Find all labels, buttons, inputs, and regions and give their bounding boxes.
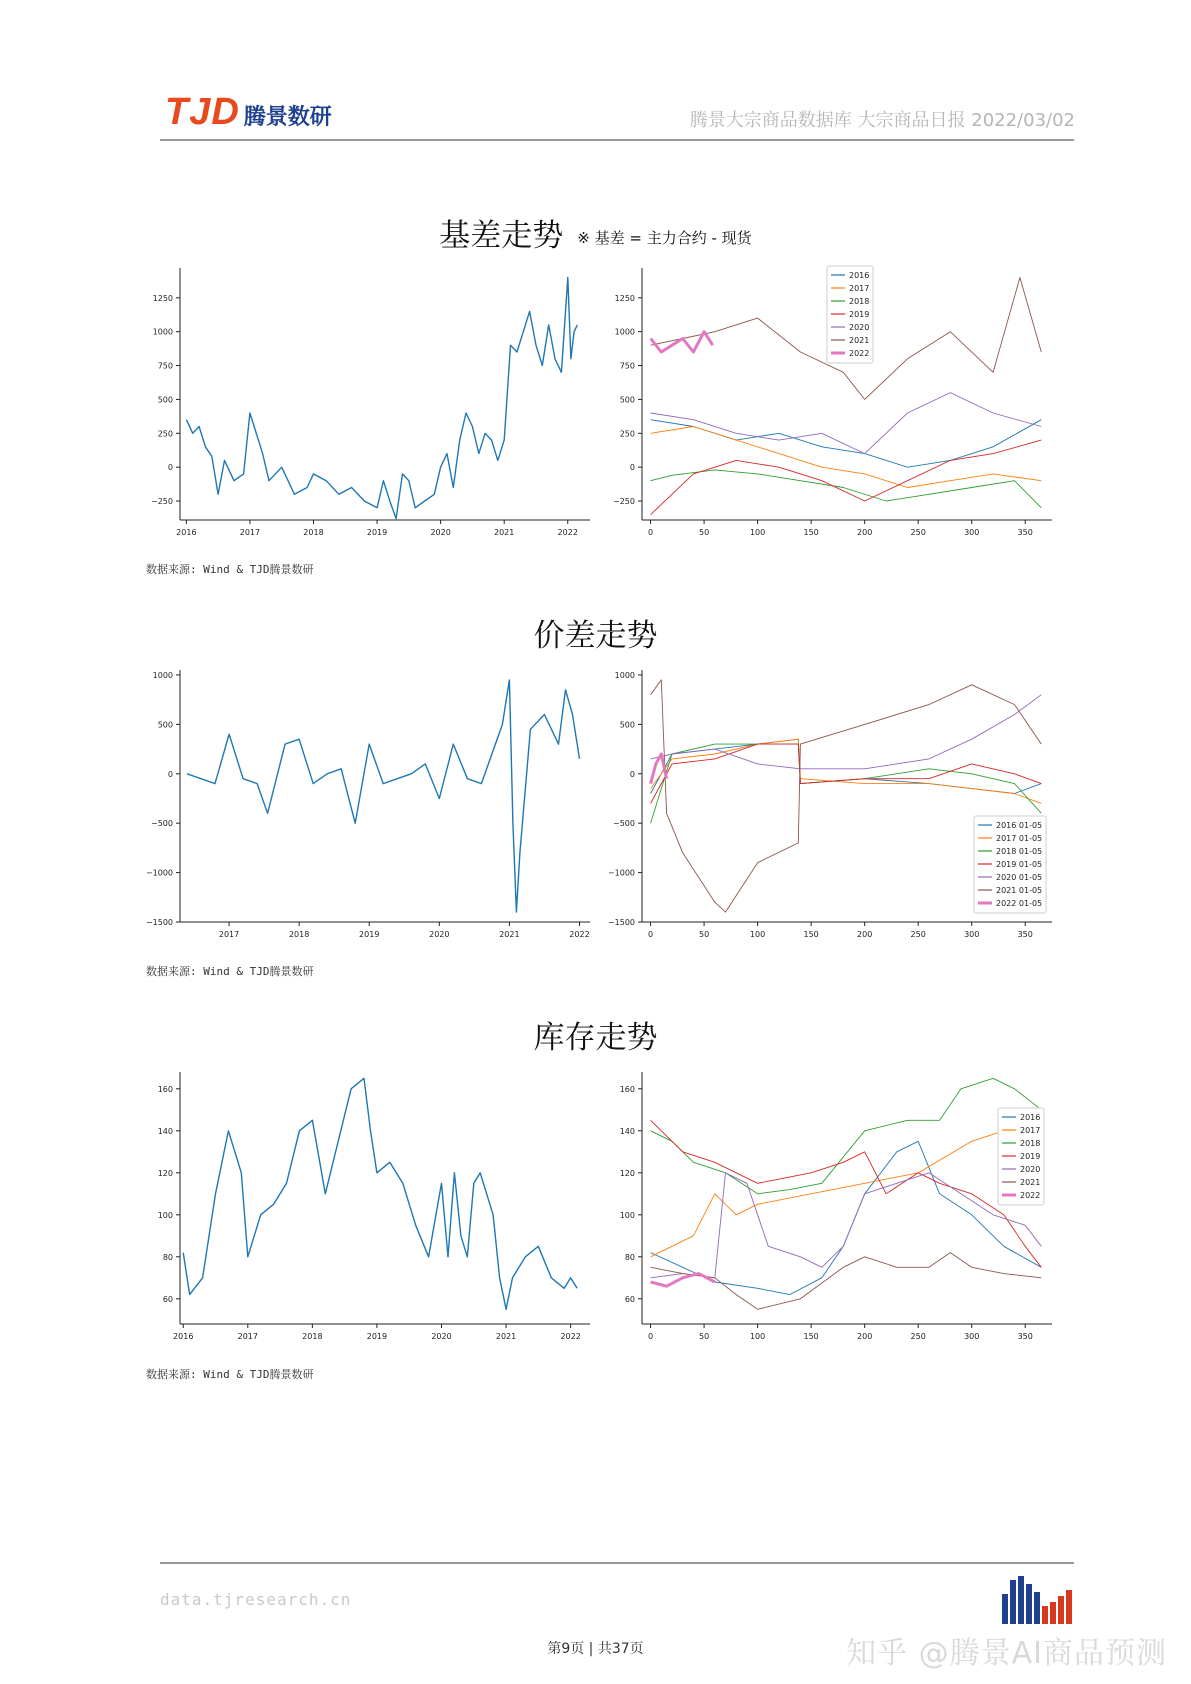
y-tick-label: 60 bbox=[624, 1294, 635, 1304]
y-tick-label: 1000 bbox=[614, 327, 635, 337]
logo-bar bbox=[1042, 1606, 1048, 1624]
legend-entry: 2017 01-05 bbox=[996, 834, 1043, 843]
x-tick-label: 2020 bbox=[430, 528, 451, 537]
logo-bar bbox=[1018, 1576, 1024, 1624]
section-title-spread bbox=[0, 610, 1191, 655]
legend-entry: 2020 01-05 bbox=[996, 873, 1043, 882]
x-tick-label: 100 bbox=[749, 930, 766, 939]
x-tick-label: 150 bbox=[803, 528, 819, 537]
y-tick-label: 1250 bbox=[152, 293, 173, 303]
x-tick-label: 2022 bbox=[569, 930, 590, 939]
y-tick-label: −1500 bbox=[145, 918, 173, 927]
y-tick-label: −500 bbox=[613, 819, 635, 829]
series-line-2016 bbox=[651, 420, 1042, 468]
legend-entry: 2021 bbox=[849, 336, 870, 345]
legend-entry: 2021 bbox=[1020, 1178, 1041, 1187]
y-tick-label: 140 bbox=[619, 1126, 635, 1136]
y-tick-label: 1250 bbox=[614, 293, 635, 303]
x-tick-label: 50 bbox=[698, 1332, 710, 1341]
x-tick-label: 2021 bbox=[495, 1332, 517, 1341]
x-tick-label: 150 bbox=[803, 1332, 819, 1341]
y-tick-label: 120 bbox=[157, 1168, 173, 1178]
inventory-history-chart bbox=[140, 1062, 600, 1362]
inventory-seasonal-chart bbox=[602, 1062, 1062, 1362]
series-line-2016 bbox=[651, 1141, 1042, 1294]
y-tick-label: 500 bbox=[619, 720, 635, 730]
legend-entry: 2020 bbox=[849, 323, 870, 332]
x-tick-label: 0 bbox=[648, 528, 654, 537]
y-tick-label: 1000 bbox=[614, 670, 635, 680]
x-tick-label: 2022 bbox=[560, 1332, 581, 1341]
y-tick-label: 100 bbox=[157, 1210, 173, 1220]
y-tick-label: 500 bbox=[157, 720, 173, 730]
y-tick-label: 120 bbox=[619, 1168, 635, 1178]
legend-entry: 2016 bbox=[849, 271, 870, 280]
x-tick-label: 50 bbox=[698, 930, 710, 939]
y-tick-label: 750 bbox=[157, 361, 173, 371]
y-tick-label: 160 bbox=[157, 1084, 173, 1094]
x-tick-label: 50 bbox=[698, 528, 710, 537]
y-tick-label: 1000 bbox=[152, 327, 173, 337]
spread-seasonal-chart bbox=[602, 660, 1062, 960]
y-tick-label: −1000 bbox=[145, 868, 173, 878]
series-line-2017 bbox=[651, 1120, 1042, 1257]
section-title-text: 基差走势 bbox=[439, 218, 564, 254]
logo-bar bbox=[1050, 1602, 1056, 1624]
legend-entry: 2018 bbox=[1020, 1139, 1041, 1148]
y-tick-label: −250 bbox=[613, 497, 635, 507]
y-tick-label: 80 bbox=[162, 1252, 173, 1262]
legend-entry: 2019 bbox=[1020, 1152, 1041, 1161]
y-tick-label: −250 bbox=[151, 497, 173, 507]
section-title-text: 价差走势 bbox=[533, 618, 658, 654]
y-tick-label: 80 bbox=[624, 1252, 635, 1262]
series-line-2022 bbox=[651, 1274, 715, 1287]
footer-url[interactable]: data.tjresearch.cn bbox=[160, 1590, 352, 1609]
x-tick-label: 200 bbox=[857, 1332, 873, 1341]
x-tick-label: 200 bbox=[857, 930, 873, 939]
y-tick-label: 60 bbox=[162, 1294, 173, 1304]
legend-entry: 2020 bbox=[1020, 1165, 1041, 1174]
series-line-2017-01-05 bbox=[651, 739, 1042, 803]
y-tick-label: 500 bbox=[157, 395, 173, 405]
x-tick-label: 250 bbox=[910, 528, 926, 537]
logo-bar bbox=[1058, 1596, 1064, 1624]
y-tick-label: −500 bbox=[151, 819, 173, 829]
legend-entry: 2018 bbox=[849, 297, 870, 306]
section-title-inventory bbox=[0, 1012, 1191, 1057]
series-line-2019 bbox=[651, 440, 1042, 514]
y-tick-label: 0 bbox=[629, 463, 635, 473]
x-tick-label: 2018 bbox=[302, 1332, 323, 1341]
section-title-basis bbox=[0, 210, 1191, 255]
x-tick-label: 2021 bbox=[499, 930, 520, 939]
x-tick-label: 100 bbox=[749, 528, 766, 537]
x-tick-label: 2016 bbox=[173, 1332, 194, 1341]
y-tick-label: 250 bbox=[619, 429, 635, 439]
section-title-text: 库存走势 bbox=[533, 1020, 658, 1056]
x-tick-label: 0 bbox=[648, 1332, 654, 1341]
series-line-2017 bbox=[651, 427, 1042, 488]
logo-mark: TJD bbox=[165, 90, 240, 133]
x-tick-label: 350 bbox=[1017, 1332, 1033, 1341]
x-tick-label: 2019 bbox=[359, 930, 380, 939]
x-tick-label: 150 bbox=[803, 930, 819, 939]
x-tick-label: 2017 bbox=[239, 528, 261, 537]
legend-entry: 2022 bbox=[1020, 1191, 1041, 1200]
x-tick-label: 2020 bbox=[429, 930, 450, 939]
logo-name: 腾景数研 bbox=[243, 104, 332, 130]
y-tick-label: 1000 bbox=[152, 670, 173, 680]
bar-chart-logo-icon bbox=[1002, 1572, 1074, 1624]
x-tick-label: 300 bbox=[964, 930, 980, 939]
basis-formula-note: ※ 基差 = 主力合约 - 现货 bbox=[577, 229, 752, 247]
series-line-2020-01-05 bbox=[651, 695, 1042, 769]
legend-entry: 2019 01-05 bbox=[996, 860, 1043, 869]
logo-bar bbox=[1002, 1594, 1008, 1624]
legend-entry: 2022 01-05 bbox=[996, 899, 1043, 908]
legend-entry: 2016 01-05 bbox=[996, 821, 1043, 830]
y-tick-label: 0 bbox=[629, 769, 635, 779]
legend-entry: 2017 bbox=[1020, 1126, 1041, 1135]
series-line-2020 bbox=[651, 393, 1042, 454]
series-line-main bbox=[187, 680, 580, 912]
x-tick-label: 100 bbox=[749, 1332, 766, 1341]
x-tick-label: 0 bbox=[648, 930, 654, 939]
legend-entry: 2021 01-05 bbox=[996, 886, 1043, 895]
data-source-note: 数据来源: Wind & TJD腾景数研 bbox=[146, 965, 314, 978]
logo-bar bbox=[1010, 1580, 1016, 1624]
x-tick-label: 2018 bbox=[303, 528, 324, 537]
series-line-2019-01-05 bbox=[651, 744, 1042, 803]
basis-seasonal-chart bbox=[602, 258, 1062, 558]
y-tick-label: 0 bbox=[167, 463, 173, 473]
x-tick-label: 2019 bbox=[366, 528, 388, 537]
y-tick-label: −1500 bbox=[607, 918, 635, 927]
spread-history-chart bbox=[140, 660, 600, 960]
x-tick-label: 2017 bbox=[237, 1332, 258, 1341]
y-tick-label: −1000 bbox=[607, 868, 635, 878]
y-tick-label: 750 bbox=[619, 361, 635, 371]
y-tick-label: 140 bbox=[157, 1126, 173, 1136]
y-tick-label: 160 bbox=[619, 1084, 635, 1094]
x-tick-label: 300 bbox=[964, 528, 980, 537]
x-tick-label: 2020 bbox=[431, 1332, 452, 1341]
x-tick-label: 350 bbox=[1017, 930, 1033, 939]
series-line-2019 bbox=[651, 1120, 1042, 1267]
legend-entry: 2018 01-05 bbox=[996, 847, 1043, 856]
x-tick-label: 350 bbox=[1017, 528, 1033, 537]
y-tick-label: 0 bbox=[167, 769, 173, 779]
watermark: 知乎 @腾景AI商品预测 bbox=[846, 1636, 1167, 1671]
header-divider bbox=[160, 139, 1074, 141]
data-source-note: 数据来源: Wind & TJD腾景数研 bbox=[146, 563, 314, 576]
x-tick-label: 250 bbox=[910, 930, 926, 939]
x-tick-label: 300 bbox=[964, 1332, 980, 1341]
y-tick-label: 250 bbox=[157, 429, 173, 439]
logo-bar bbox=[1066, 1590, 1072, 1624]
legend-entry: 2016 bbox=[1020, 1113, 1041, 1122]
data-source-note: 数据来源: Wind & TJD腾景数研 bbox=[146, 1368, 314, 1381]
y-tick-label: 500 bbox=[619, 395, 635, 405]
series-line-main bbox=[183, 1078, 577, 1309]
logo-bar bbox=[1026, 1584, 1032, 1624]
x-tick-label: 2017 bbox=[218, 930, 240, 939]
series-line-main bbox=[186, 278, 577, 519]
x-tick-label: 2016 bbox=[176, 528, 197, 537]
legend-entry: 2019 bbox=[849, 310, 870, 319]
series-line-2022 bbox=[651, 332, 713, 352]
series-line-2018 bbox=[651, 1078, 1042, 1194]
legend-entry: 2017 bbox=[849, 284, 870, 293]
x-tick-label: 250 bbox=[910, 1332, 926, 1341]
x-tick-label: 2018 bbox=[288, 930, 310, 939]
x-tick-label: 200 bbox=[857, 528, 873, 537]
footer-divider bbox=[160, 1562, 1074, 1564]
logo-bar bbox=[1034, 1592, 1040, 1624]
legend-entry: 2022 bbox=[849, 349, 870, 358]
tjd-logo bbox=[165, 92, 332, 132]
series-line-2018-01-05 bbox=[651, 744, 1042, 823]
basis-history-chart bbox=[140, 258, 600, 558]
x-tick-label: 2022 bbox=[557, 528, 578, 537]
x-tick-label: 2019 bbox=[366, 1332, 388, 1341]
y-tick-label: 100 bbox=[619, 1210, 635, 1220]
report-header: 腾景大宗商品数据库 大宗商品日报 2022/03/02 bbox=[689, 110, 1075, 131]
series-line-2021 bbox=[651, 1253, 1042, 1310]
x-tick-label: 2021 bbox=[494, 528, 515, 537]
page-number: 第9页 | 共37页 bbox=[547, 1641, 644, 1657]
